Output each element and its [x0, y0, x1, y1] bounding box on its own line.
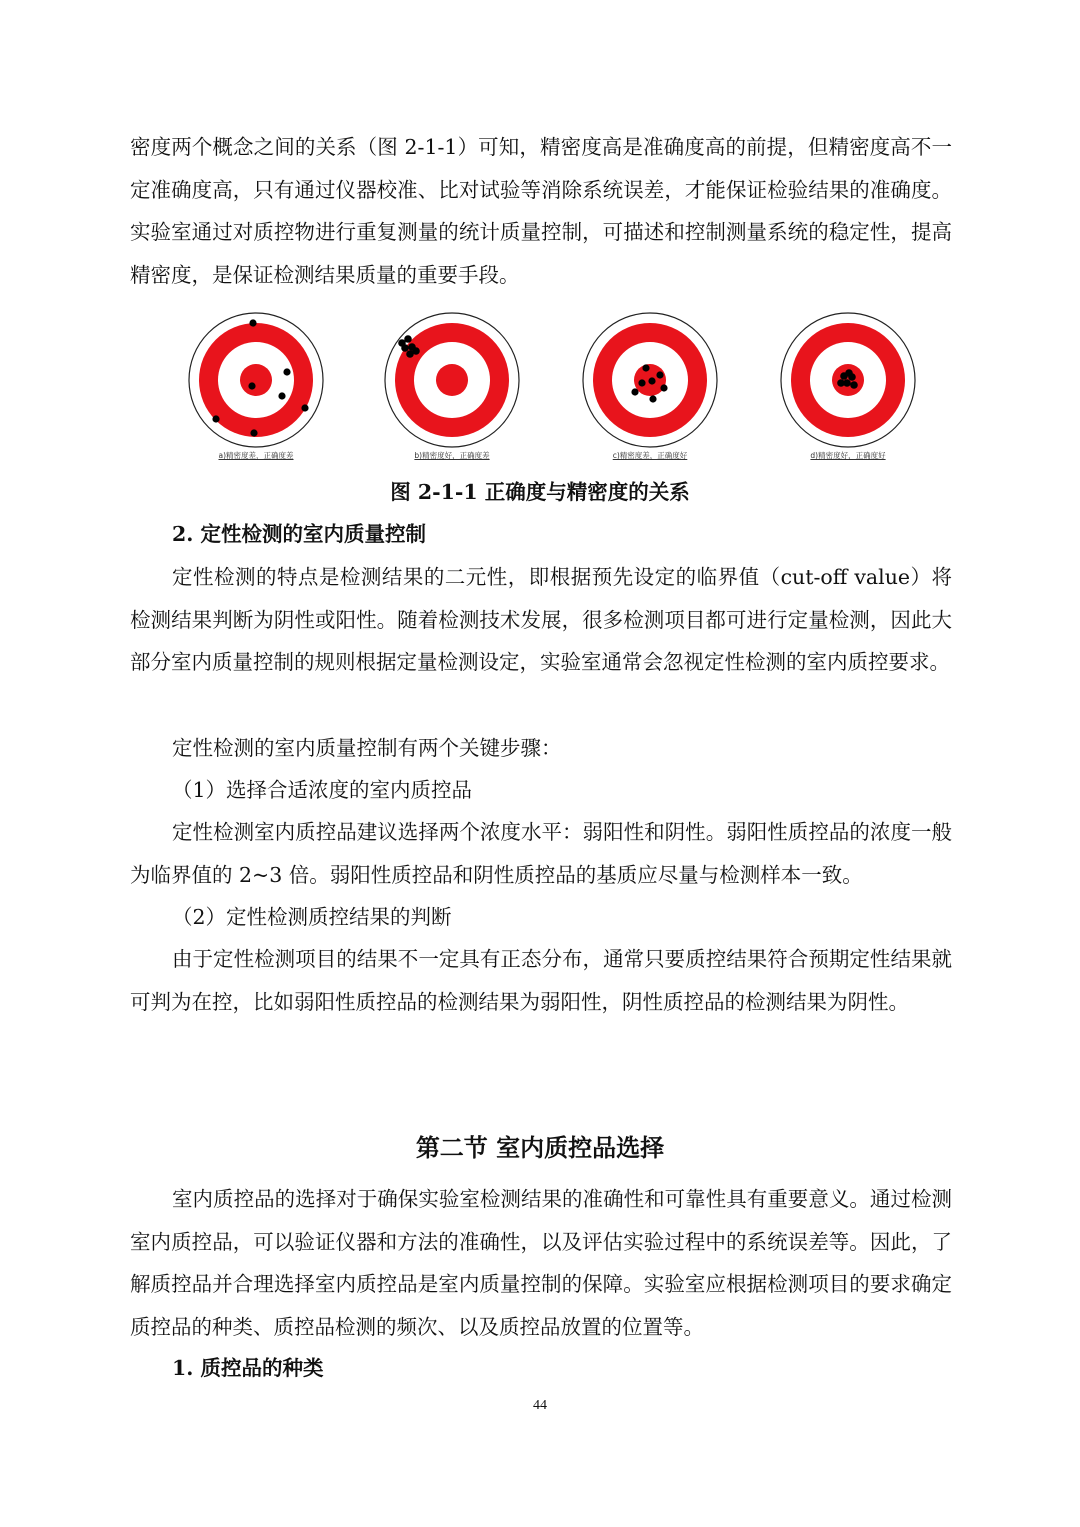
section-title: 第二节 室内质控品选择 — [415, 1133, 665, 1162]
shot-mark — [845, 369, 853, 377]
subsection-heading: 1. 质控品的种类 — [172, 1356, 324, 1380]
shot-mark — [283, 368, 290, 375]
panel-c-label: c)精密度差，正确度好 — [612, 451, 688, 460]
section2-paragraph-3: 定性检测室内质控品建议选择两个浓度水平：弱阳性和阴性。弱阳性质控品的浓度一般为临界值的 2~3 倍。弱阳性质控品和阴性质控品的基质应尽量与检测样本一致。 — [130, 820, 952, 887]
shot-mark — [660, 384, 667, 391]
shot-mark — [656, 371, 663, 378]
panel-b-label: b)精密度好，正确度差 — [414, 451, 490, 460]
target-a — [186, 310, 326, 450]
intro-paragraph: 密度两个概念之间的关系（图 2-1-1）可知，精密度高是准确度高的前提，但精密度高不一定准确度高，只有通过仪器校准、比对试验等消除系统误差，才能保证检验结果的准确度。实验室通过对质控物进行重复测量的统计质量控制，可描述和控制测量系统的稳定性，提高精密度，是保证检测结果质量的重要手段。 — [130, 135, 952, 287]
figure-caption: 图 2-1-1 正确度与精密度的关系 — [390, 480, 690, 504]
shot-mark — [412, 347, 420, 355]
shot-mark — [631, 388, 638, 395]
shot-mark — [837, 379, 845, 387]
shot-mark — [850, 381, 858, 389]
shot-mark — [278, 392, 285, 399]
section2-paragraph-4: 由于定性检测项目的结果不一定具有正态分布，通常只要质控结果符合预期定性结果就可判为在控，比如弱阳性质控品的检测结果为弱阳性，阴性质控品的检测结果为阴性。 — [130, 947, 952, 1014]
section2-paragraph-1: 定性检测的特点是检测结果的二元性，即根据预先设定的临界值（cut-off value）将检测结果判断为阴性或阳性。随着检测技术发展，很多检测项目都可进行定量检测，因此大部分室内质量控制的规则根据定量检测设定，实验室通常会忽视定性检测的室内质控要求。 — [130, 565, 952, 674]
target-b — [382, 310, 522, 450]
shot-mark — [212, 415, 219, 422]
step-1: （1）选择合适浓度的室内质控品 — [172, 778, 473, 802]
page-number: 44 — [533, 1398, 547, 1413]
shot-mark — [638, 379, 645, 386]
target-b-bullseye — [436, 364, 468, 396]
shot-mark — [642, 364, 649, 371]
target-figure — [170, 300, 920, 468]
target-c — [580, 310, 720, 450]
target-a-bullseye — [240, 364, 272, 396]
shot-mark — [250, 429, 257, 436]
shot-mark — [249, 319, 256, 326]
section2-heading: 2. 定性检测的室内质量控制 — [172, 522, 427, 546]
target-d — [778, 310, 918, 450]
shot-mark — [404, 335, 412, 343]
section2-paragraph-2: 定性检测的室内质量控制有两个关键步骤： — [172, 736, 562, 760]
shot-mark — [401, 344, 409, 352]
shot-mark — [649, 395, 656, 402]
shot-mark — [248, 382, 255, 389]
step-2: （2）定性检测质控结果的判断 — [172, 905, 452, 929]
shot-mark — [648, 377, 655, 384]
shot-mark — [301, 404, 308, 411]
panel-d-label: d)精密度好，正确度好 — [810, 451, 886, 460]
section-paragraph: 室内质控品的选择对于确保实验室检测结果的准确性和可靠性具有重要意义。通过检测室内质控品，可以验证仪器和方法的准确性，以及评估实验过程中的系统误差等。因此，了解质控品并合理选择室内质控品是室内质量控制的保障。实验室应根据检测项目的要求确定质控品的种类、质控品检测的频次、以及质控品放置的位置等。 — [130, 1187, 952, 1339]
panel-a-label: a)精密度差，正确度差 — [218, 451, 294, 460]
